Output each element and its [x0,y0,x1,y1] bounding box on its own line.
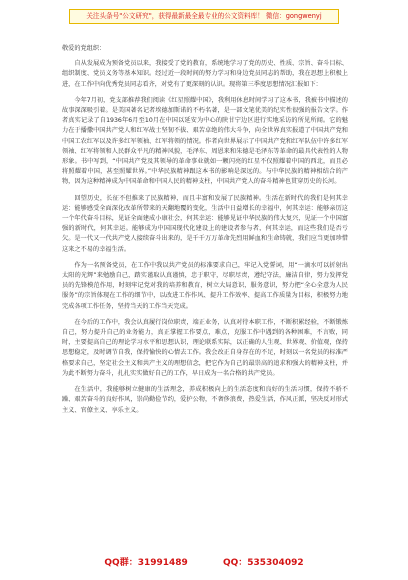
promo-banner[interactable]: 关注头条号"公文研究"，获得最新最全最专业的公文资料库！ 微信：gongwenyj [69,9,339,24]
paragraph-future-work: 在今后的工作中，我会认真履行岗位职责，端正业务，认真对待本职工作，不断积累经验，不断锻炼自己，努力提升自己的业务能力，真正掌握工作要点，难点，克服工作中遇到的各种困难，不言败，同时，主要提高自己的理论学习水平和思想认识，理论联系实际，以正确的人生观、世界观、价值观，保持思想稳定，及时调节自我，保持愉快的心情去工作。我会改正自身存在的不足，时刻以一名党员的标准严格要求自己，坚定社会主义和共产主义的理想信念，把它作为自己的最崇高的追求和强大的精神支柱，并为此不断努力奋斗，扎扎实实做好自己的工作，早日成为一名合格的共产党员。 [62,318,348,377]
contact-footer [0,555,408,568]
paragraph-work-standards: 作为一名预备党员，在工作中我以共产党员的标准要求自己，牢记入党誓词，用“一滴水可以折射出太阳的光辉”来勉励自己，踏实谨取认真谨慎，忠于职守，尽职尽责，遵纪守法，廉洁自律，努力发挥党员的先锋模范作用，时刻牢记党对我的培养和教育，树立大局意识，服务意识，努力把“全心全意为人民服务”的宗旨体现在工作的细节中，以改进工作作风、提升工作效率、提高工作质量为目标，积极努力地完成各项工作任务，坚持当天的工作当天完成。 [62,261,348,310]
paragraph-daily-life: 在生活中，我能够树立健康的生活理念，养成积极向上的生活态度和良好的生活习惯，保持不骄不躁、艰苦奋斗的良好作风，崇尚勤俭节约，爱护公物，不奢侈浪费，热爱生活，作风正派，坚决反对形式主义、官僚主义、享乐主义。 [62,386,348,414]
salutation: 敬爱的党组织： [62,45,106,52]
paragraph-intro: 自从发展成为预备党员以来，我接受了党的教育，系统地学习了党的历史、性质、宗旨、奋斗目标、组织制度、党员义务等基本知识。经过近一段时间的努力学习和身边党员同志的帮助，我在思想上积极上进，在工作中向优秀党员同志看齐，对党有了更深刻的认识。现将第三季度思想情况汇报如下： [62,60,348,88]
paragraph-history: 回望历史，长征不但推来了民族精神，而且丰富和发展了民族精神。生活在新时代的我们是何其幸运：能够感受全面深化改革所带来的天翻地覆的变化，生活中日益增长的幸福中，何其幸运：能够亲历这一个年代奋斗目标，见证全面建成小康社会，何其幸运：能够见证中华民族的伟大复兴，见证一个中国富强的新时代，何其幸运。能够成为中国国现代化建设上的建设者参与者，何其幸运，而这些我们是否亏欠。是一代又一代共产党人接续奋斗出来的，是千千万万革命先烈用鲜血和生命铸就，我们应当更加珍惜这来之不易的幸福生活。 [62,194,348,253]
paragraph-book-reading: 今年7月初，党支部推荐我们阅读《红星照耀中国》，我利用休息时间学习了这本书，我被书中描述的故事深深吸引着。是美国著名记者埃德加斯诺的不朽名著，是一部文笔优美的纪实性很强的报告文学。作者真实记录了自1936年6月至10月在中国以延安为中心的陕甘宁边区进行实地采访的所见所闻。它的魅力在于播撒中国共产党人和红军战士坚韧不拔、艰苦卓绝的伟大斗争，向全世界真实报道了中国共产党和中国工农红军以及许多红军领袖、红军将领的情况。作者向世界展示了中国共产党和红军队伍中许多红军领袖、红军将领和人民群众平凡的精神风貌，毛泽东、周恩来和朱德是毛泽东等革命的最具代表性的人物形象。书中写到，“中国共产党及其领导的革命事业就如一颗闪亮的红星不仅照耀着中国的西北，而且必将照耀着中国，甚至照耀世界。”中华民族精神跟这本书的影响是深远的。与中华民族的精神相结合的产物，因为这种精神成为中国革命和中国人民的精神支柱，中国共产党人的奋斗精神也贯穿历史的长河。 [62,96,348,186]
document-body [62,44,348,422]
qq-group-label: QQ群：31991489 [104,558,188,568]
qq-contact-label: QQ：535304092 [222,558,304,568]
